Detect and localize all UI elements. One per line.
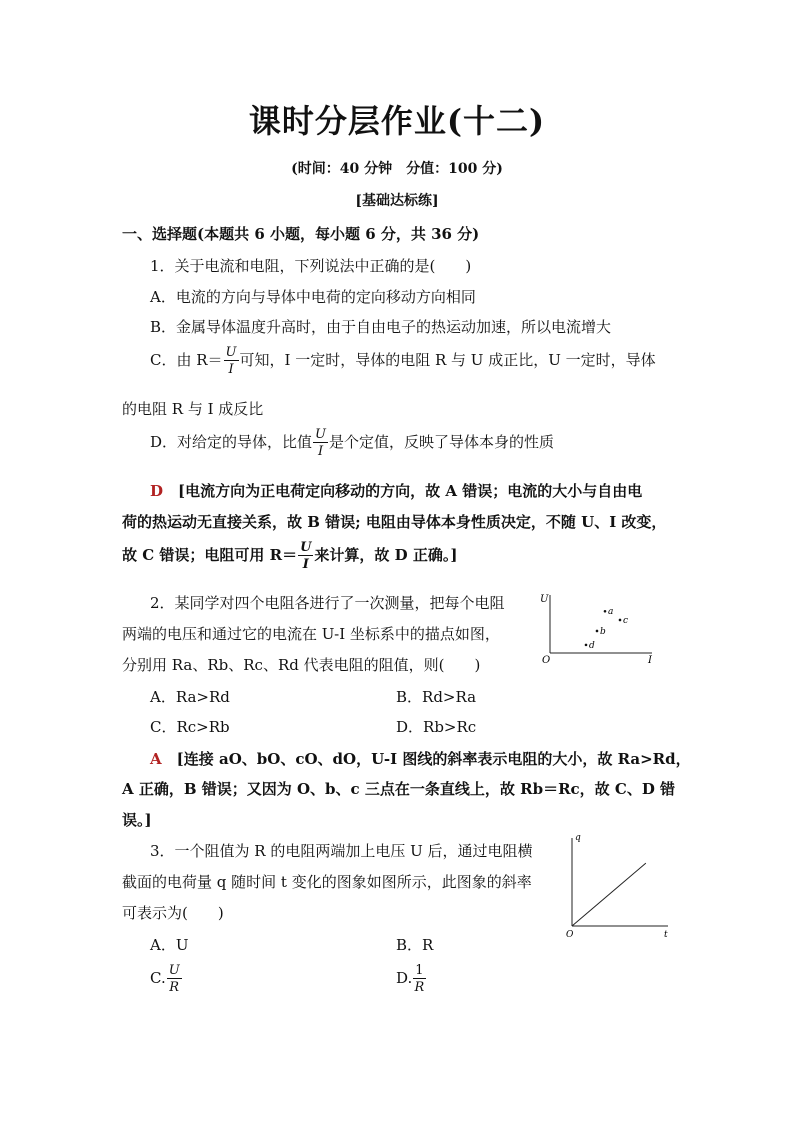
q1-option-d-pre: D．对给定的导体，比值 [150, 433, 313, 451]
data-point-b [596, 630, 599, 633]
q3-q-t-line-chart [560, 828, 674, 940]
q2-option-b: B．Rd>Ra [396, 688, 477, 706]
fraction-denominator: R [169, 980, 180, 995]
q1-answer-line1 [150, 480, 642, 501]
q1-option-c-cont: 的电阻 R 与 I 成反比 [122, 400, 264, 418]
q3-fraction-1-over-r [413, 964, 425, 994]
fraction-denominator: I [228, 362, 234, 377]
data-point-d [585, 644, 588, 647]
x-axis-label: t [664, 930, 668, 940]
q1-answer-letter: D [150, 482, 164, 500]
q1-option-c-post: 可知，I 一定时，导体的电阻 R 与 U 成正比，U 一定时，导体 [239, 351, 656, 369]
q2-option-d: D．Rb>Rc [396, 718, 477, 736]
q1-option-d-post: 是个定值，反映了导体本身的性质 [329, 433, 555, 451]
q2-answer-letter: A [150, 750, 162, 768]
q1-stem: 1．关于电流和电阻，下列说法中正确的是( ) [150, 257, 472, 275]
q1-fraction-u-over-i [313, 428, 328, 458]
q1-option-c [150, 346, 656, 376]
q2-ui-scatter-chart [530, 585, 660, 667]
q3-option-b: B．R [396, 936, 434, 954]
part1-heading: 一、选择题(本题共 6 小题，每小题 6 分，共 36 分) [122, 225, 480, 243]
q3-option-c-label: C. [150, 969, 166, 987]
series-line [572, 863, 646, 926]
q1-answer-line2: 荷的热运动无直接关系，故 B 错误; 电阻由导体本身性质决定，不随 U、I 改变， [122, 513, 667, 531]
data-point-a [604, 610, 607, 613]
q2-answer-text1: [连接 aO、bO、cO、dO，U-I 图线的斜率表示电阻的大小，故 Ra>Rd， [176, 750, 691, 768]
fraction-denominator: R [414, 980, 425, 995]
data-point-label-c: c [623, 615, 629, 626]
q2-stem-line1: 2．某同学对四个电阻各进行了一次测量，把每个电阻 [150, 594, 505, 612]
fraction-numerator: U [300, 540, 312, 555]
q1-fraction-u-over-i [224, 346, 239, 376]
q1-answer-line3 [122, 541, 457, 571]
fraction-numerator: U [315, 427, 326, 442]
y-axis-label: q [575, 833, 581, 843]
q3-option-a: A．U [150, 936, 189, 954]
section-label: [基础达标练] [355, 193, 439, 209]
y-axis-label: U [540, 594, 549, 605]
q3-option-d-label: D. [396, 969, 413, 987]
q2-answer-line1 [150, 748, 691, 769]
q1-option-b: B．金属导体温度升高时，由于自由电子的热运动加速，所以电流增大 [150, 318, 612, 336]
x-axis-label: I [648, 655, 652, 666]
fraction-numerator: U [225, 345, 237, 360]
fraction-numerator: U [168, 963, 180, 978]
q3-fraction-u-over-r [167, 964, 182, 994]
origin-label: O [542, 655, 551, 666]
q1-fraction-u-over-i [298, 541, 313, 571]
q1-answer-text3-pre: 故 C 错误；电阻可用 R＝ [122, 546, 298, 564]
q1-answer-text3-post: 来计算，故 D 正确。] [314, 546, 458, 564]
q2-stem-line2: 两端的电压和通过它的电流在 U-I 坐标系中的描点如图， [122, 625, 500, 643]
q3-stem-line1: 3．一个阻值为 R 的电阻两端加上电压 U 后，通过电阻横 [150, 842, 533, 860]
data-point-c [619, 619, 622, 622]
q3-stem-line3: 可表示为( ) [122, 904, 224, 922]
origin-label: O [566, 930, 574, 940]
q1-answer-text1: [电流方向为正电荷定向移动的方向，故 A 错误；电流的大小与自由电 [178, 482, 643, 500]
q1-option-a: A．电流的方向与导体中电荷的定向移动方向相同 [150, 288, 476, 306]
q1-option-c-pre: C．由 R＝ [150, 351, 223, 369]
fraction-denominator: I [317, 444, 324, 459]
page-title: 课时分层作业(十二) [248, 102, 546, 140]
q3-option-c [150, 964, 183, 994]
fraction-numerator: 1 [415, 963, 424, 978]
q1-option-d [150, 428, 554, 458]
q3-option-d [396, 964, 427, 994]
data-point-label-d: d [589, 640, 595, 651]
fraction-denominator: I [302, 557, 309, 572]
q2-answer-line2: A 正确，B 错误；又因为 O、b、c 三点在一条直线上，故 Rb＝Rc，故 C、D 错 [122, 780, 676, 798]
q2-answer-line3: 误。] [122, 811, 152, 829]
data-points [585, 607, 628, 651]
q2-option-a: A．Ra>Rd [150, 688, 230, 706]
q3-stem-line2: 截面的电荷量 q 随时间 t 变化的图象如图所示，此图象的斜率 [122, 873, 532, 891]
time-score-info: (时间：40 分钟 分值：100 分) [291, 161, 503, 177]
q2-option-c: C．Rc>Rb [150, 718, 230, 736]
q2-stem-line3: 分别用 Ra、Rb、Rc、Rd 代表电阻的阻值，则( ) [122, 656, 481, 674]
data-point-label-b: b [600, 626, 606, 637]
data-point-label-a: a [608, 607, 614, 618]
